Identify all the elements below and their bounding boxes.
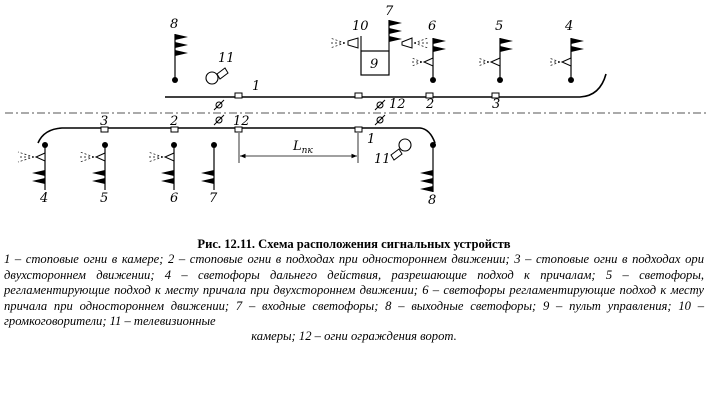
svg-text:7: 7 xyxy=(385,4,394,19)
control-panel-9 xyxy=(361,36,389,75)
stop-light-1-bottom xyxy=(355,127,362,132)
caption-last-line: камеры; 12 – огни ограждения ворот. xyxy=(251,329,457,344)
svg-text:10: 10 xyxy=(352,19,369,34)
exit-signal-8-bottom xyxy=(420,142,436,208)
svg-text:8: 8 xyxy=(170,17,179,32)
label-3-bottom: 3 xyxy=(100,114,109,129)
svg-text:9: 9 xyxy=(370,57,379,72)
label-12-top: 12 xyxy=(389,97,406,112)
label-2-top: 2 xyxy=(426,97,435,112)
exit-signal-8-top xyxy=(170,17,188,83)
caption-body: 1 – стоповые огни в камере; 2 – стоповые огни в подходах при одностороннем движении; 3 – стоповые огни в подходах ори двухстороннем движении; 4 – светофоры дальнего действия, разрешающие подход к причалам; 5 – светофоры, регламентирующие подход к месту причала при двухстороннем движении; 6 – светофоры регламентирующие подход к месту причала при одностороннем движении; 7 – входные светофоры; 8 – выходные светофоры; 9 – пульт управления; 10 – громкоговорители; 11 – телевизионные xyxy=(4,252,704,329)
signal-6-top xyxy=(412,19,446,83)
svg-text:11: 11 xyxy=(374,152,391,167)
label-2-bottom: 2 xyxy=(170,114,179,129)
far-signal-4-top xyxy=(549,19,584,83)
far-signal-4-bottom xyxy=(18,142,48,206)
stop-light-1-top xyxy=(235,93,242,98)
tv-camera-11-top xyxy=(206,51,235,84)
upper-wall-line xyxy=(165,74,606,97)
svg-text:4: 4 xyxy=(565,19,574,34)
signal-5-top xyxy=(478,19,513,83)
svg-text:11: 11 xyxy=(218,51,235,66)
stop-light-top-mid xyxy=(355,93,362,98)
svg-text:6: 6 xyxy=(428,19,437,34)
entry-signal-7-bottom xyxy=(201,142,218,206)
svg-text:4: 4 xyxy=(40,191,49,206)
svg-text:5: 5 xyxy=(100,191,109,206)
figure-caption xyxy=(4,237,704,345)
signal-5-bottom xyxy=(80,142,108,206)
caption-title: Рис. 12.11. Схема расположения сигнальных устройств xyxy=(197,237,511,251)
label-1-top: 1 xyxy=(252,79,261,94)
label-12-bottom: 12 xyxy=(233,114,250,129)
label-3-top: 3 xyxy=(492,97,501,112)
svg-text:7: 7 xyxy=(209,191,218,206)
svg-text:5: 5 xyxy=(495,19,504,34)
entry-signal-7-top xyxy=(385,4,428,48)
svg-text:8: 8 xyxy=(428,193,437,208)
svg-text:6: 6 xyxy=(170,191,179,206)
signal-6-bottom xyxy=(148,142,178,206)
loudspeaker-10 xyxy=(330,19,369,48)
label-1-bottom: 1 xyxy=(367,132,376,147)
tv-camera-11-bottom xyxy=(374,139,411,167)
length-label: $L_{пк}$ xyxy=(293,139,313,156)
